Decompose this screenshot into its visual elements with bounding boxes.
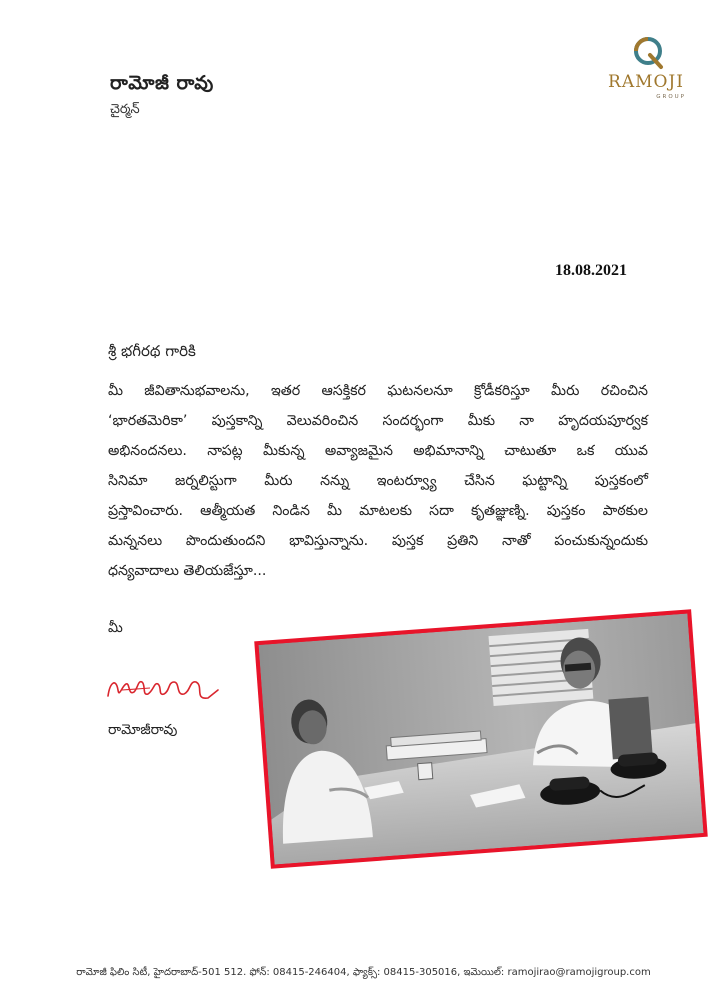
logo-wordmark: RAMOJI xyxy=(608,72,684,92)
sender-title: చైర్మన్ xyxy=(110,102,140,117)
salutation: శ్రీ భగీరథ గారికి xyxy=(108,342,196,360)
body-line: సినిమా జర్నలిస్టుగా మీరు నన్ను ఇంటర్వ్యూ చేసిన ఘట్టాన్ని పుస్తకంలో xyxy=(108,473,648,489)
logo-subtitle: GROUP xyxy=(656,94,686,100)
body-line: ధన్యవాదాలు తెలియజేస్తూ... xyxy=(108,563,267,579)
body-line: అభినందనలు. నాపట్ల మీకున్న అవ్యాజమైన అభిమానాన్ని చాటుతూ ఒక యువ xyxy=(108,443,648,459)
body-line: మీ జీవితానుభవాలను, ఇతర ఆసక్తికర ఘటనలనూ క్రోడీకరిస్తూ మీరు రచించిన xyxy=(108,383,648,399)
signer-name: రామోజీరావు xyxy=(108,722,178,738)
sender-name: రామోజీ రావు xyxy=(110,72,214,94)
handwritten-signature xyxy=(104,668,224,708)
archival-photo xyxy=(254,609,708,868)
body-line: ‘భారతమెరికా’ పుస్తకాన్ని వెలువరించిన సందర్భంగా మీకు నా హృదయపూర్వక xyxy=(108,413,648,429)
footer-address: రామోజీ ఫిలిం సిటీ, హైదరాబాద్-501 512. ఫోన్: 08415-246404, ఫ్యాక్స్: 08415-305016, ఇమెయిల్: ramojirao@ramojigroup.com xyxy=(76,967,651,978)
letter-body xyxy=(108,376,648,586)
letter-closing: మీ xyxy=(108,620,123,636)
body-line: మన్ననలు పొందుతుందని భావిస్తున్నాను. పుస్తక ప్రతిని నాతో పంచుకున్నందుకు xyxy=(108,533,648,549)
ramoji-group-logo xyxy=(606,34,686,114)
ramoji-logo-icon xyxy=(628,34,668,70)
letter-date: 18.08.2021 xyxy=(555,262,627,279)
body-line: ప్రస్తావించారు. ఆత్మీయత నిండిన మీ మాటలకు సదా కృతజ్ఞుణ్ని. పుస్తకం పాఠకుల xyxy=(108,503,648,519)
photo-interview-scene xyxy=(259,614,704,865)
